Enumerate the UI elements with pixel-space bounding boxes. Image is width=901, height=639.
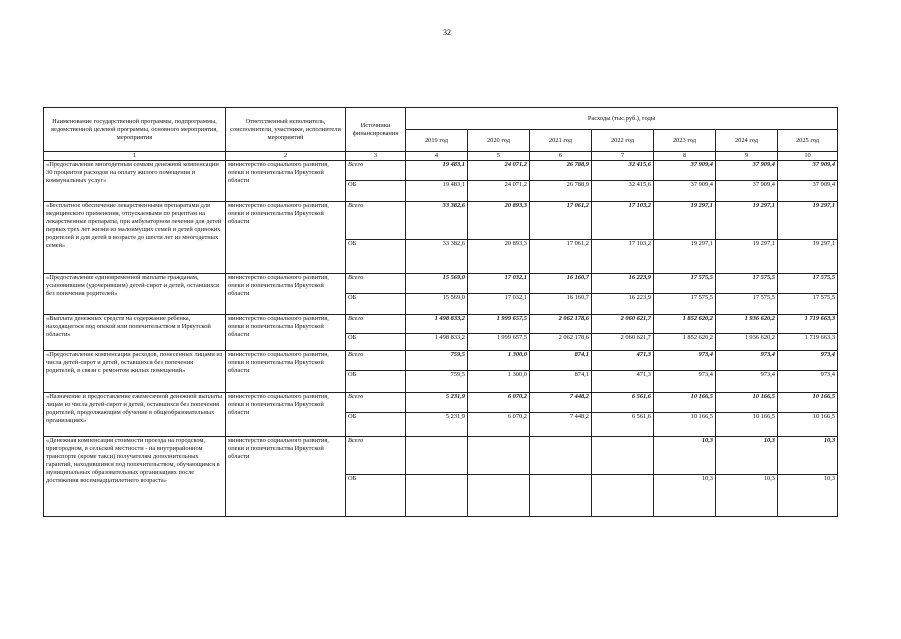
expenses-table [43,107,838,517]
total-value [406,437,468,475]
total-value: 24 071,2 [468,161,530,181]
ob-value [592,475,654,517]
ob-value: 10,3 [654,475,716,517]
source-ob: ОБ [346,413,406,437]
ob-value: 10,3 [716,475,778,517]
ob-value: 37 909,4 [654,181,716,202]
ob-value: 759,5 [406,371,468,393]
total-value: 17 575,5 [778,274,838,294]
program-executor: министерство социального развития, опеки и попечительства Иркутской области [226,351,346,393]
total-value: 32 415,6 [592,161,654,181]
ob-value: 17 575,5 [778,294,838,315]
ob-value: 7 448,2 [530,413,592,437]
ob-value: 24 071,2 [468,181,530,202]
total-value: 7 448,2 [530,393,592,413]
program-executor: министерство социального развития, опеки и попечительства Иркутской области [226,315,346,351]
column-number: 10 [778,152,838,161]
source-ob: ОБ [346,240,406,274]
program-name: «Выплата денежных средств на содержание ребенка, находящегося под опекой или попечительством в Иркутской области» [44,315,226,351]
ob-value: 1 300,0 [468,371,530,393]
ob-value: 19 297,1 [654,240,716,274]
ob-value: 1 852 620,2 [654,334,716,351]
ob-value: 37 909,4 [778,181,838,202]
ob-value: 973,4 [778,371,838,393]
column-number: 3 [346,152,406,161]
ob-value: 1 719 663,3 [778,334,838,351]
header-name: Наименование государственной программы, подпрограммы, ведомственной целевой программы, основного мероприятия, мероприятия [44,108,226,152]
total-value [530,437,592,475]
total-value: 17 061,2 [530,202,592,240]
program-name: «Предоставление компенсации расходов, понесенных лицами из числа детей-сирот и детей, оставшихся без попечения родителей, в связи с ремонтом жилых помещений» [44,351,226,393]
column-number: 9 [716,152,778,161]
program-name: «Предоставление единовременной выплаты гражданам, усыновившим (удочерившим) детей-сирот и детей, оставшихся без попечения родителей» [44,274,226,315]
total-value: 10 166,5 [716,393,778,413]
total-value: 17 575,5 [654,274,716,294]
ob-value: 19 297,1 [716,240,778,274]
total-value: 10 166,5 [778,393,838,413]
total-value: 19 297,1 [778,202,838,240]
ob-value: 20 893,3 [468,240,530,274]
source-total: Всего [346,351,406,371]
ob-value: 17 032,1 [468,294,530,315]
total-value: 37 909,4 [654,161,716,181]
ob-value [468,475,530,517]
ob-value: 1 999 657,5 [468,334,530,351]
total-value: 17 103,2 [592,202,654,240]
ob-value: 15 569,0 [406,294,468,315]
total-value: 973,4 [654,351,716,371]
total-value: 16 160,7 [530,274,592,294]
ob-value: 2 060 621,7 [592,334,654,351]
program-name: «Бесплатное обеспечение лекарственными препаратами для медицинского применения, отпускаемыми по рецептам на лекарственные препараты, при амбулаторном лечении для детей первых трех лет жизни из малоимущих семей и детей одиноких родителей и для детей в возрасте до шести лет из многодетных семей» [44,202,226,274]
total-value: 5 231,9 [406,393,468,413]
ob-value: 19 483,1 [406,181,468,202]
total-value: 1 852 620,2 [654,315,716,334]
total-value: 1 999 657,5 [468,315,530,334]
header-year: 2021 год [530,130,592,152]
total-value: 10,3 [778,437,838,475]
program-executor: министерство социального развития, опеки и попечительства Иркутской области [226,161,346,202]
program-row [44,202,838,240]
program-name: «Назначение и предоставление ежемесячной денежной выплаты лицам из числа детей-сирот и детей, оставшихся без попечения родителей, продолжающим обучение в общеобразовательных организациях» [44,393,226,437]
program-name: «Предоставление многодетным семьям денежной компенсации 30 процентов расходов на оплату жилого помещения и коммунальных услуг» [44,161,226,202]
source-ob: ОБ [346,475,406,517]
total-value: 33 382,6 [406,202,468,240]
ob-value: 16 160,7 [530,294,592,315]
source-ob: ОБ [346,181,406,202]
ob-value: 10 166,5 [778,413,838,437]
total-value: 16 223,9 [592,274,654,294]
ob-value: 973,4 [716,371,778,393]
total-value [468,437,530,475]
program-executor: министерство социального развития, опеки и попечительства Иркутской области [226,437,346,517]
total-value: 20 893,3 [468,202,530,240]
ob-value: 973,4 [654,371,716,393]
ob-value: 17 575,5 [716,294,778,315]
ob-value: 10 166,5 [716,413,778,437]
column-number: 8 [654,152,716,161]
total-value: 10 166,5 [654,393,716,413]
total-value: 2 060 621,7 [592,315,654,334]
program-row [44,161,838,181]
total-value [592,437,654,475]
header-year: 2023 год [654,130,716,152]
source-ob: ОБ [346,371,406,393]
program-row [44,393,838,413]
program-row [44,351,838,371]
total-value: 37 909,4 [778,161,838,181]
ob-value: 5 231,9 [406,413,468,437]
source-ob: ОБ [346,294,406,315]
total-value: 37 909,4 [716,161,778,181]
ob-value: 874,1 [530,371,592,393]
header-expenses: Расходы (тыс.руб.), годы [406,108,838,130]
source-total: Всего [346,393,406,413]
header-year: 2025 год [778,130,838,152]
total-value: 471,3 [592,351,654,371]
ob-value: 6 561,6 [592,413,654,437]
total-value: 19 297,1 [716,202,778,240]
total-value: 15 569,0 [406,274,468,294]
ob-value: 2 062 178,6 [530,334,592,351]
ob-value: 1 498 833,2 [406,334,468,351]
program-executor: министерство социального развития, опеки и попечительства Иркутской области [226,393,346,437]
column-number: 7 [592,152,654,161]
column-number: 4 [406,152,468,161]
ob-value: 17 061,2 [530,240,592,274]
total-value: 19 483,1 [406,161,468,181]
total-value: 1 300,0 [468,351,530,371]
ob-value: 32 415,6 [592,181,654,202]
total-value: 1 719 663,3 [778,315,838,334]
ob-value: 19 297,1 [778,240,838,274]
column-number: 5 [468,152,530,161]
program-row [44,274,838,294]
header-year: 2024 год [716,130,778,152]
total-value: 759,5 [406,351,468,371]
total-value: 17 575,5 [716,274,778,294]
ob-value: 6 070,2 [468,413,530,437]
total-value: 2 062 178,6 [530,315,592,334]
source-total: Всего [346,274,406,294]
header-executor: Ответственный исполнитель, соисполнители, участники, исполнители мероприятий [226,108,346,152]
program-name: «Денежная компенсация стоимости проезда на городском, пригородном, в сельской местности - на внутрирайонном транспорте (кроме такси) получателям дополнительных гарантий, находившимся под попечительством, обучающимся в муниципальных образовательных организациях после достижения восемнадцатилетнего возраста» [44,437,226,517]
header-year: 2020 год [468,130,530,152]
total-value: 19 297,1 [654,202,716,240]
header-sources: Источники финансирования [346,108,406,152]
program-row [44,315,838,334]
total-value: 6 070,2 [468,393,530,413]
source-total: Всего [346,437,406,475]
column-number: 6 [530,152,592,161]
total-value: 10,3 [654,437,716,475]
ob-value: 10 166,5 [654,413,716,437]
source-total: Всего [346,202,406,240]
source-total: Всего [346,315,406,334]
header-year: 2019 год [406,130,468,152]
ob-value: 17 575,5 [654,294,716,315]
source-ob: ОБ [346,334,406,351]
total-value: 1 936 620,2 [716,315,778,334]
total-value: 973,4 [778,351,838,371]
program-row [44,437,838,475]
ob-value: 33 382,6 [406,240,468,274]
column-number: 2 [226,152,346,161]
total-value: 6 561,6 [592,393,654,413]
total-value: 17 032,1 [468,274,530,294]
ob-value [406,475,468,517]
ob-value: 17 103,2 [592,240,654,274]
total-value: 26 788,9 [530,161,592,181]
program-executor: министерство социального развития, опеки и попечительства Иркутской области [226,202,346,274]
ob-value: 26 788,9 [530,181,592,202]
ob-value: 1 936 620,2 [716,334,778,351]
ob-value: 37 909,4 [716,181,778,202]
program-executor: министерство социального развития, опеки и попечительства Иркутской области [226,274,346,315]
source-total: Всего [346,161,406,181]
column-number: 1 [44,152,226,161]
total-value: 874,1 [530,351,592,371]
total-value: 973,4 [716,351,778,371]
total-value: 1 498 833,2 [406,315,468,334]
ob-value: 10,3 [778,475,838,517]
ob-value: 471,3 [592,371,654,393]
header-year: 2022 год [592,130,654,152]
ob-value: 16 223,9 [592,294,654,315]
ob-value [530,475,592,517]
page-number: 32 [443,28,451,37]
total-value: 10,3 [716,437,778,475]
